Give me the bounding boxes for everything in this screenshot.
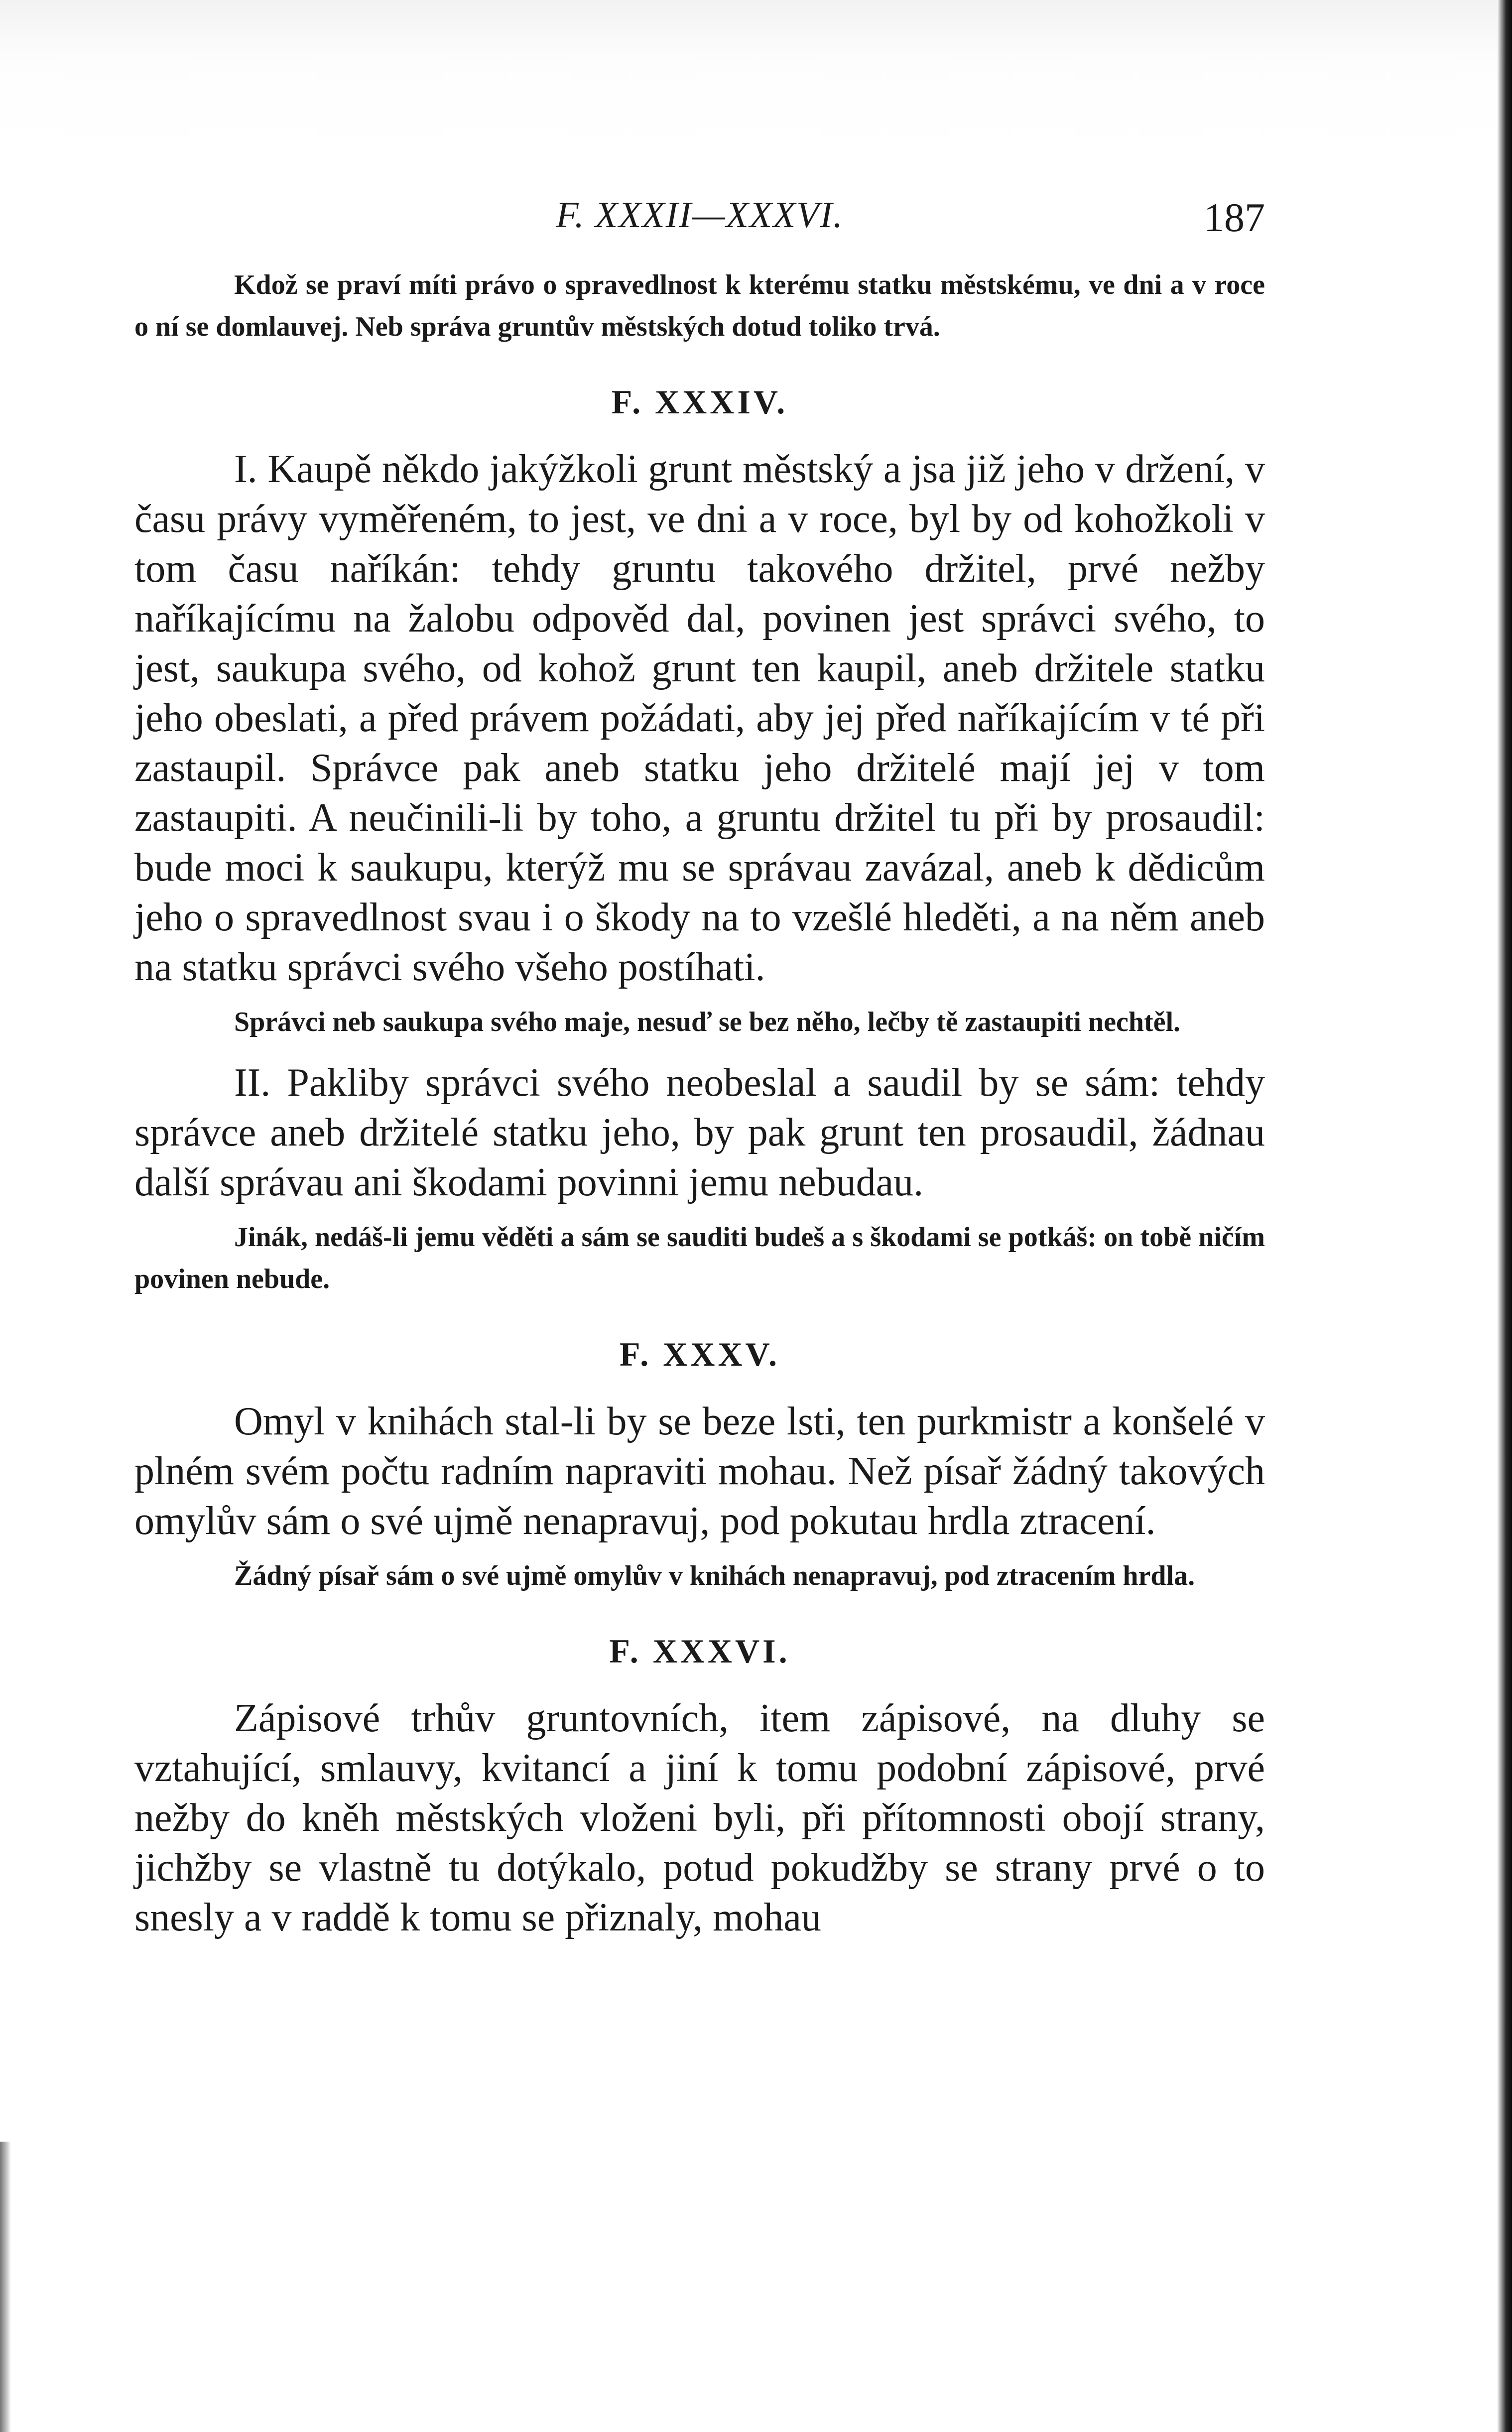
paragraph-xxxiv-1: I. Kaupě někdo jakýžkoli grunt městský a jsa již jeho v držení, v času právy vyměřeném, to jest, ve dni a v roce, byl by od kohožkoli v tom času naříkán: tehdy gruntu takového držitel, prvé nežby naříkajícímu na žalobu odpověd dal, povinen jest správci svého, to jest, saukupa svého, od kohož grunt ten kaupil, aneb držitele statku jeho obeslati, a před právem požádati, aby jej před naříkajícím v té při zastaupil. Správce pak aneb statku jeho držitelé mají jej v tom zastaupiti. A neučinili-li by toho, a gruntu držitel tu při by prosaudil: bude moci k saukupu, kterýž mu se správau zavázal, aneb k dědicům jeho o spravedlnost svau i o škody na to vzešlé hleděti, a na něm aneb na statku správci svého všeho postíhati. (134, 447, 1265, 989)
running-head: F. XXXII—XXXVI. (556, 195, 844, 236)
page-header (134, 189, 1265, 254)
section-title-xxxvi: F. XXXVI. (609, 1632, 790, 1670)
note-xxxiv-1: Správci neb saukupa svého maje, nesuď se bez něho, lečby tě zastaupiti nechtěl. (234, 1007, 1181, 1037)
note-xxxiv-2: Jinák, nedáš-li jemu věděti a sám se sauditi budeš a s škodami se potkáš: on tobě ničím povinen nebude. (134, 1222, 1265, 1294)
paragraph-xxxiv-2: II. Pakliby správci svého neobeslal a saudil by se sám: tehdy správce aneb držitelé statku jeho, by pak grunt ten prosaudil, žádnau další správau ani škodami povinni jemu nebudau. (134, 1061, 1265, 1204)
page-edge-shadow (1497, 0, 1512, 2432)
note-xxxv: Žádný písař sám o své ujmě omylův v knihách nenapravuj, pod ztracením hrdla. (234, 1560, 1195, 1591)
section-title-xxxiv: F. XXXIV. (611, 383, 788, 421)
paragraph-xxxvi: Zápisové trhův gruntovních, item zápisové, na dluhy se vztahující, smlauvy, kvitancí a jiní k tomu podobní zápisové, prvé nežby do kněh městských vloženi byli, při přítomnosti obojí strany, jichžby se vlastně tu dotýkalo, potud pokudžby se strany prvé o to snesly a v raddě k tomu se přiznaly, mohau (134, 1696, 1265, 1939)
intro-note: Kdož se praví míti právo o spravedlnost k kterému statku městskému, ve dni a v roce o ní se domlauvej. Neb správa gruntův městských dotud toliko trvá. (134, 269, 1265, 342)
text-column (134, 189, 1265, 1942)
paragraph-xxxv: Omyl v knihách stal-li by se beze lsti, ten purkmistr a konšelé v plném svém počtu radním napraviti mohau. Než písař žádný takových omylův sám o své ujmě nenapravuj, pod pokutau hrdla ztracení. (134, 1400, 1265, 1543)
page-edge-shadow-left (0, 2142, 11, 2432)
section-title-xxxv: F. XXXV. (620, 1335, 780, 1373)
page-number: 187 (1204, 195, 1265, 240)
